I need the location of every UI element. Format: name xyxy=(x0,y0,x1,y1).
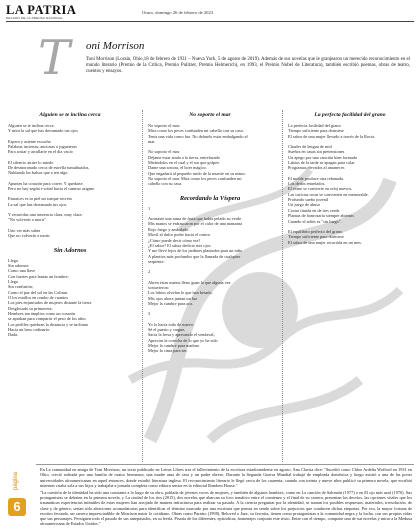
drop-cap: T xyxy=(38,30,71,86)
poem-line: Con fuertes para lanzar un hombre; xyxy=(8,273,69,279)
poem-line: A plantios más profundos que la llamada de cualquier xyxy=(148,253,241,259)
column-divider xyxy=(282,110,283,462)
poem-line: Apuntes ha corazón para correr. Y quedarte. xyxy=(8,180,84,186)
poem-line: ¿El sabor? El sabor dedicio mis ojos xyxy=(148,242,211,248)
poem-body xyxy=(148,206,272,354)
poem-title: Alguien se te inclina cerca xyxy=(39,112,101,118)
poem-line: Palabras inciertas, anciosas o jugueteras xyxy=(8,144,77,150)
poem-line: Entonces es tu piel un sueque secreto xyxy=(8,196,72,202)
poem-line: Como el paz del sol en las Colinas xyxy=(8,289,68,295)
poem-line: Tiempo suficiente para dormirse xyxy=(288,234,344,240)
poem-line: 1 xyxy=(148,205,151,211)
poem-line: ¿Cómo puede decir cómo era? xyxy=(148,237,201,243)
poem-line: De desmoronado cerca de estrella tumultuados, xyxy=(8,165,90,171)
poem-line: Hacia un beso ordinario: xyxy=(8,326,51,332)
poem-line: La sal que has derramado tus ojos. xyxy=(8,201,68,207)
poem-line: Y me llevó lejos de los jardines plantados para un niño xyxy=(148,248,243,254)
poem-line: Mira como los peces confunden mi cabello con su casa. xyxy=(148,128,244,134)
poem-line: Dada. xyxy=(8,332,19,338)
poem-line: Un apego por una canción bien formada xyxy=(288,154,357,160)
poem-line: 2 xyxy=(148,269,151,275)
article-paragraph: "La cuestión de la identidad ha sido una constante a lo largo de su obra, poblada de jóvenes voces de mujeres, y también de algunos hombres, como en La canción de Salomón (1977) o en El ojo más azul (1970). Sus protagonistas se debaten en la primera novela, y La ciudad de los ríos (2015), dos novelas que abarcan su foco temático entre el comienzo y el final de su carrera, presentan los desvíos, las opciones vitales que los traumáticas experiencias infantiles de estas mujeres han arrojado de manera infructuosa para realizar su pasado. A la ciencia preguntar por la identidad, se suman los posibles respuestas, materiales, irresolución, de clase y de género, serían sólo aleaciones acomodatorias para identificar el término marcado por una escritura que piensa en sendo sobre los prejuicios que conducen dichas etiquetas. Por eso, la mayor fortuna de escritor fecundo, un carrera imprescindible de Morrison nutrir lo cotidiano. Obras como Paraíso (1998), Beloved o Jazz, su favorita, tienen como protagonistas a la comunidad negra y la lucha, con sus propias vidas que sus personajes. Persiguen todo el pasado de sus antepasados, en su leerla. Pisaría de los diferentes, episódicas, homenajes conjunto este texto. Entre con el tiempo, compone una de sus novelas y mirar a la Medusa afroamericana de Estados Unidos." xyxy=(40,489,412,527)
poem-line: El ritmo se convierte en reloj nuevos. xyxy=(288,186,353,192)
page-tab xyxy=(6,464,32,524)
poem-line: sostuvieron: xyxy=(148,284,170,290)
poem-line: El silencio atraer lo miedo xyxy=(8,159,54,165)
column-left xyxy=(8,112,132,338)
page-number: 6 xyxy=(8,498,26,516)
poem-line: cabello con su casa. xyxy=(148,181,183,187)
poem-line: Llega xyxy=(8,278,18,284)
poem-line: O los estallos en rombo de cuantos xyxy=(8,294,68,300)
author-bio: Toni Morrison (Lorain, Ohio,18 de febrero de 1931 – Nueva York, 5 de agosto de 2019). Además de sus novelas que le granjearon un merecido reconocimiento en el mundo literario (Premio de la Crítica, Premio Pulitzer, Premio Helmerich), en 1993, el Premio Nobel de Literatura), también escribió poemas, obras de teatro, cuentos y ensayos. xyxy=(86,57,410,75)
poem-line: Y mira la sal que has derramado tus ojos xyxy=(8,128,78,134)
poem-line: El sabor de una mujer recorrida en un mes. xyxy=(288,239,362,245)
poem-line: Abren estas manos lleno guan la que alguna vez xyxy=(148,279,231,285)
poem-line: Sacía la fresa y aprecando el vendaval, xyxy=(148,332,215,338)
poem-line: Un juego de abuso xyxy=(288,202,321,208)
dateline: Oruro, domingo 26 de febrero de 2023 xyxy=(142,10,214,15)
poem-line: No soporto el mar. Mira como los peces confunden mi xyxy=(148,176,242,182)
poem-line: "No volverás a morir". xyxy=(8,217,48,223)
poem-title: Sin Adornos xyxy=(53,246,87,254)
poem-line: Sin confusión; xyxy=(8,284,33,290)
poem-line: Rojo fuego y ambulado. xyxy=(148,226,190,232)
poem-line: Mis manos se enfrascaron por el calor de una manzana xyxy=(148,221,243,227)
poem-line: El sabor de una mujer llevado a través de la Rocia. xyxy=(288,133,376,139)
column-divider xyxy=(142,110,143,462)
poem-line: Dame una sonora, el hoer mágico. xyxy=(148,165,207,171)
poem-line: Mejor la cumbre para aca. xyxy=(148,300,193,306)
poem-line: Mejor la cumbre para maduro xyxy=(148,343,200,348)
poem-line: Profundo sueño juvenil xyxy=(288,197,329,203)
poem-line: Movil al dulce poder hacia el centro. xyxy=(148,232,212,238)
poem-line: Los labios olvidan lo que han besado. xyxy=(148,290,213,296)
masthead-rule xyxy=(6,21,414,22)
poem-body xyxy=(8,123,132,239)
poem-line: Yo lo hacía todo de nuevo: xyxy=(148,321,194,327)
masthead xyxy=(6,4,414,18)
poem-line: Para sostar y arrullarte en el día vacío xyxy=(8,149,73,155)
poem-line: Que engañará al pequeño ruido de la muerte en su mano. xyxy=(148,170,246,176)
poem-line: Hembres tan ámplios como un corazón xyxy=(8,310,76,316)
poem-line: Uno ver más sabes xyxy=(8,227,41,233)
poem-line: Charles de lengua de mid xyxy=(288,144,332,150)
poem-body xyxy=(8,258,132,338)
poem-line: Desglosado su primavera; xyxy=(8,305,53,311)
poem-line: Aprecias la cosecha de lo que yo he sido xyxy=(148,337,218,343)
poem-line: Los pies enjuncados de mujeres distante la tierra xyxy=(8,300,92,306)
poem-title: La perfecta facilidad del grano xyxy=(314,112,386,118)
poem-line: Las caricias rosas se convierten en memorable. xyxy=(288,191,369,197)
bottom-article xyxy=(40,467,412,528)
poem-line: mar. xyxy=(148,139,156,145)
poem-line: El molde produce otra rebanada. xyxy=(288,175,344,181)
newspaper-slogan: DECANO DE LA PRENSA NACIONAL xyxy=(6,16,63,20)
poem-line: Costra tímida en de tres verde xyxy=(288,207,340,213)
poem-title: No soporto el mar xyxy=(189,112,231,118)
article-paragraph: En La comunidad en amiga de Toni Morrison, un texto publicado en Letras Libres tras el fallecimiento de la escritora estadounidense en agosto, Ana Clarisa dice: "Sucedió como Chloe Ardelia Wofford en 1931 en Ohio, creció rodeada por una familia de cuatro hermanos, una madre ama de casa y un padre obrero. Durante la Segunda Guerra Mundial trabajó de empleada doméstica y luego asistió a una de las pocas universidades afroamericanas en aquel entonces, donde estudió literatura inglesa. El reconocimiento literario le llegó cerca de los cuarenta, cuando con treinta y nueve años publicó su primera novela, que escribió mientras criaba sola a sus hijos y trabajaba a jornada completa como editora senior en la editorial Random House." xyxy=(40,467,412,488)
poem-line: Que no volverás a morir xyxy=(8,233,50,239)
poem-line: Pero no hay según e sobal hacia el camino asigmo xyxy=(8,186,95,192)
poem-line: Plantas de honrosaría siempre abiertas xyxy=(288,213,354,219)
newspaper-logo: LA PATRIA xyxy=(6,3,77,17)
poem-line: se aparkan para compartir el peso de los años xyxy=(8,316,86,322)
poem-line: Déjame estar atada a la tierra, entrelazado xyxy=(148,154,220,160)
poem-line: Sin adornos xyxy=(8,262,29,268)
poem-line: La perfecta facilidad del grano xyxy=(288,123,341,128)
poem-line: serpiente. xyxy=(148,258,165,264)
poem-line: Y recuerdas una sentencia clara, muy clara: xyxy=(8,212,83,218)
poem-line: No soporto el mar. xyxy=(148,149,180,155)
poem-title: Recordando la Víspera xyxy=(179,194,241,202)
poem-line: Cuando el adiós es "sin luego". xyxy=(288,218,342,224)
poem-line: El equilibrio perfecto del grano. xyxy=(288,228,344,234)
poem-line: Tenis una vida como fue. No dehuelo estar embalgando el xyxy=(148,133,248,139)
poem-line: Los dedos entrelados. xyxy=(288,181,326,187)
poem-line: Llega xyxy=(8,257,18,263)
bottom-rule xyxy=(36,464,414,465)
poem-body xyxy=(288,123,412,245)
poem-line: Los perfiles quiebran la distancia y se inclinan xyxy=(8,321,88,327)
poem-line: Como una llave xyxy=(8,268,36,274)
author-title: oni Morrison xyxy=(86,40,145,52)
poem-line: Tiempo suficiente para dormirse xyxy=(288,128,344,134)
poem-line: Mejor la cima para ser. xyxy=(148,348,188,354)
poem-line: Programas elevados al amanecer. xyxy=(288,165,346,171)
poem-line: Mis ojos ahora juntan un luz xyxy=(148,295,198,301)
poem-line: Alguien se te inclina cerca xyxy=(8,123,54,128)
poem-line: Labios de la tarde se apagan para colar xyxy=(288,160,355,166)
poem-line: Mirándolos en el cual y el sur que golpee. xyxy=(148,160,220,166)
page-label: página xyxy=(13,471,19,491)
poem-body xyxy=(148,123,272,187)
column-right xyxy=(288,112,412,245)
column-center xyxy=(148,112,272,354)
poem-line: 3 xyxy=(148,311,151,317)
poem-line: No soporto el mar. xyxy=(148,123,180,128)
poem-line: Espera y asiente escucha xyxy=(8,138,51,144)
poem-line: Sueños en casas sin pretensiones xyxy=(288,149,345,155)
poem-line: Arrasaste una rama de fruta que había pelado su verde xyxy=(148,216,242,222)
poem-line: Sé el puerto y cargue, xyxy=(148,326,186,332)
poem-line: Nublando las balsas que a ten algo. xyxy=(8,170,69,176)
